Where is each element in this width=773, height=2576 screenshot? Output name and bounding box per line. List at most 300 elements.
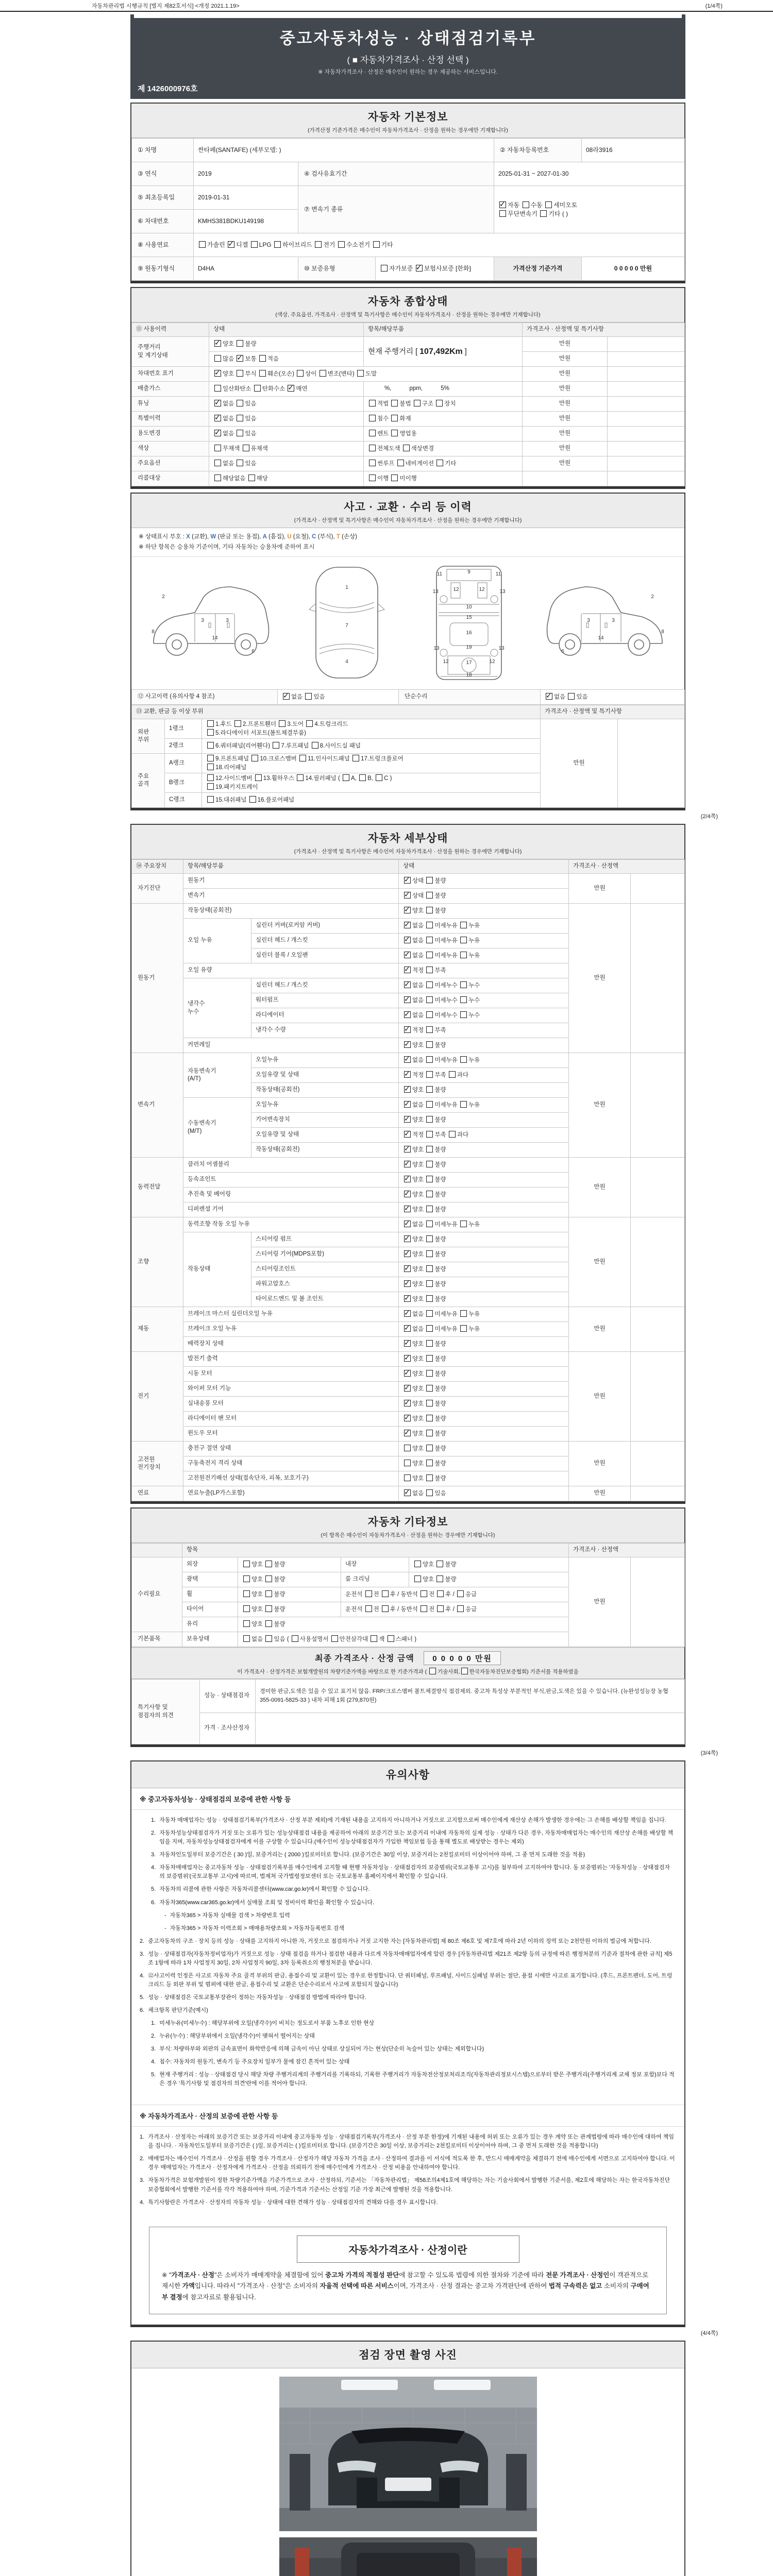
checkbox-icon — [426, 1460, 433, 1466]
row-label: 자기진단 — [132, 874, 183, 904]
section-photos — [130, 2341, 685, 2576]
row-label: 기본품목 — [132, 1632, 182, 1647]
checkbox-checked-icon — [404, 1116, 411, 1123]
checkbox-icon — [249, 796, 256, 803]
amount-cell: 만원 — [569, 1442, 631, 1486]
amount-cell: 만원 — [569, 874, 631, 904]
title-header — [130, 14, 685, 99]
checkbox-checked-icon — [404, 1385, 411, 1392]
value-cell: 6.쿼터패널(리어휀다) 7.루프패널 8.사이드실 패널 — [202, 739, 541, 754]
column-header: 상태 — [399, 860, 569, 874]
checkbox-icon — [436, 400, 443, 406]
part-number: 14 — [212, 635, 218, 641]
notice-item: 2. 누유(누수) : 해당부위에서 오일(냉각수)이 맺혀서 떨어지는 상태 — [151, 2033, 315, 2040]
checkbox-icon — [243, 1590, 250, 1597]
value-cell: 워터펌프 — [251, 993, 399, 1008]
value-cell: ✓ 양호 부식 훼손(오손) 상이 변조(변타) 도말 — [209, 367, 523, 382]
value-cell — [618, 719, 685, 808]
checkbox-icon — [426, 1430, 433, 1436]
checkbox-icon — [426, 1489, 433, 1496]
value-cell: 오일유량 및 상태 — [251, 1128, 399, 1143]
page-meta — [92, 2, 722, 10]
row-label: 차대번호 표기 — [132, 367, 209, 382]
checkbox-icon — [426, 1026, 433, 1033]
value-cell: ✓ 양호 불량 — [399, 1397, 569, 1412]
checkbox-icon — [460, 952, 467, 958]
engine-type-label: ⑨ 원동기형식 — [132, 257, 194, 281]
checkbox-icon — [426, 1280, 433, 1287]
value-cell: ✓ 상태 불량 — [399, 874, 569, 889]
part-number: 12 — [489, 659, 495, 665]
section-accident-history — [130, 493, 685, 810]
value-cell: 배력장치 상태 — [183, 1337, 399, 1352]
part-number: 2 — [651, 594, 654, 600]
value-cell — [631, 904, 685, 1053]
value-cell: 적법 불법 구조 장치 — [364, 397, 523, 412]
value-cell — [608, 352, 685, 367]
row-label: 조향 — [132, 1217, 183, 1307]
checkbox-checked-icon — [404, 1250, 411, 1257]
amount-cell: 만원 — [523, 456, 608, 471]
checkbox-icon — [568, 693, 575, 700]
value-cell: ✓ 없음 미세누유 누유 — [399, 1307, 569, 1322]
notices-band — [131, 1761, 684, 1788]
checkbox-icon — [365, 1605, 372, 1612]
value-cell — [631, 1442, 685, 1486]
value-cell — [631, 1053, 685, 1158]
state-code: A — [262, 534, 267, 540]
value-cell: 디퍼렌셜 기어 — [183, 1202, 399, 1217]
notice-item: 3. 성능 · 상태점검자(자동차정비업자)가 거짓으로 성능 · 상태 점검을 하거나 점검한 내용과 다르게 자동차매매업자에게 알린 경우 [자동차관리법 제21조 제2항 등의 규정에 따른 행정처분의 기준과 절차에 관한 규칙] 제5조 1항에 따라 1차 사업정지 30일, 2차 사업정지 90일, 3차 등록취소의 행정처분을 받습니다. — [140, 1951, 673, 1966]
detail-state-table — [131, 859, 685, 1501]
checkbox-icon — [426, 1221, 433, 1227]
checkbox-icon — [457, 1590, 464, 1597]
checkbox-checked-icon — [404, 1221, 411, 1227]
value-cell: 해당없음 해당 — [209, 471, 364, 486]
value-cell: 스티어링 펌프 — [251, 1232, 399, 1247]
checkbox-icon — [248, 474, 255, 481]
checkbox-icon — [426, 1131, 433, 1138]
checkbox-icon — [426, 1161, 433, 1167]
row-label: 전기 — [132, 1352, 183, 1442]
checkbox-icon — [429, 1668, 436, 1674]
checkbox-checked-icon — [404, 1026, 411, 1033]
state-code: (요철), — [291, 534, 312, 540]
checkbox-icon — [460, 1221, 467, 1227]
checkbox-icon — [449, 1071, 456, 1078]
checkbox-icon — [315, 241, 322, 248]
checkbox-icon — [426, 1250, 433, 1257]
value-cell: 내장 — [341, 1557, 409, 1572]
overall-subtitle: (색상, 주요옵션, 가격조사 · 산정액 및 특기사항은 매수인이 자동차가격조사 · 산정을 원하는 경우에만 기재합니다) — [275, 312, 541, 318]
checkbox-icon — [460, 922, 467, 928]
part-number: 15 — [466, 615, 472, 621]
row-label: 변속기 — [132, 1053, 183, 1158]
value-cell: 없음 있음 — [209, 456, 364, 471]
amount-cell: 만원 — [569, 1486, 631, 1501]
value-cell: 양호 불량 — [409, 1557, 569, 1572]
checkbox-icon — [273, 742, 279, 749]
checkbox-checked-icon — [404, 877, 411, 884]
checkbox-icon — [460, 1101, 467, 1108]
part-number: 8 — [661, 629, 664, 635]
value-cell: C랭크 — [165, 793, 202, 808]
checkbox-icon — [545, 201, 552, 208]
inspection-photo-underbody — [279, 2537, 537, 2576]
checkbox-icon — [343, 774, 349, 781]
notice-item: 2. 자동차성능상태점검자가 거짓 또는 오류가 있는 성능상태점검 내용을 제공하여 아래의 보증기간 또는 보증거리 이내에 자동차의 실제 성능 · 상태가 다른 경우, 자동차매매업자는 매수인의 재산상 손해를 배상할 책임을 지며, 자동차성능상태점검자에게 이를 구상할 수 있습니다.(매수인이 성능상태점검자가 가입한 책임보험 등을 통해 별도로 배상받는 경우는 제외) — [151, 1830, 674, 1845]
remarks-label: 특기사항 및 점검자의 의견 — [132, 1680, 200, 1744]
row-label: 동력전달 — [132, 1158, 183, 1217]
amount-cell: 만원 — [523, 337, 608, 352]
value-cell: 동력조향 작동 오일 누유 — [183, 1217, 399, 1232]
checkbox-checked-icon — [404, 1176, 411, 1182]
detail-title: 자동차 세부상태 — [367, 833, 448, 845]
checkbox-icon — [460, 1310, 467, 1317]
value-cell: 양호 불량 — [399, 1442, 569, 1456]
value-cell: 양호 불량 — [238, 1587, 341, 1602]
value-cell: 커먼레일 — [183, 1038, 399, 1053]
checkbox-icon — [426, 1355, 433, 1362]
checkbox-checked-icon — [404, 967, 411, 973]
section-etc-info — [130, 1507, 685, 1747]
part-number: 1 — [345, 585, 349, 591]
value-cell: ✓ 양호 불량 — [399, 1202, 569, 1217]
value-cell: ✓ 적정 부족 과다 — [399, 1068, 569, 1083]
row-label: 특별이력 — [132, 412, 209, 427]
checkbox-icon — [414, 1561, 421, 1567]
value-cell: ✓ 양호 불량 — [399, 1083, 569, 1098]
value-cell: ✓ 양호 불량 — [399, 1412, 569, 1427]
checkbox-icon — [404, 1445, 411, 1451]
part-number: 18 — [466, 672, 472, 679]
etc-subtitle: (이 항목은 매수인이 자동차가격조사 · 산정을 원하는 경우에만 기재합니다) — [321, 1532, 495, 1539]
state-code: (손상) — [340, 534, 358, 540]
part-number: 7 — [345, 623, 349, 629]
row-label: 외판 부위 — [132, 719, 165, 754]
checkbox-icon — [388, 1635, 394, 1642]
first-reg-label: ⑤ 최초등록일 — [132, 186, 194, 210]
checkbox-icon — [320, 370, 326, 377]
checkbox-icon — [214, 474, 221, 481]
amount-cell: 만원 — [523, 397, 608, 412]
part-number: 8 — [152, 629, 155, 635]
value-cell: 기어변속장치 — [251, 1113, 399, 1128]
base-price-label: 가격산정 기준가격 — [494, 257, 582, 281]
value-cell: 1.후드 2.프론트휀더 3.도어 4.트렁크리드 5.라디에이터 서포트(볼트체결부품) — [202, 719, 541, 739]
transmission-value: ✓자동 수동 세미오토 무단변속기 기타 ( ) — [494, 186, 685, 233]
value-cell: 많음 ✓보통 적음 — [209, 352, 364, 367]
page-marker-4: (4/4쪽) — [700, 2330, 718, 2337]
notice-item: 2. 매매업자는 매수인이 가격조사 · 산정을 원할 경우 가격조사 · 산정자가 해당 자동차 가격을 조사 · 산정하여 결과를 이 서식에 적도록 한 후, 반드시 매매계약을 체결하기 전에 매수인에게 서면으로 고지하여야 합니다. 이 경우 매매업자는 가격조사 · 산정자에게 가격조사 · 산정을 의뢰하기 전에 매수인에게 가격조사 · 산정 비용을 안내하여야 합니다. — [140, 2156, 675, 2171]
value-cell: ✓ 양호 불량 — [399, 1367, 569, 1382]
service-note: ※ 자동차가격조사 · 산정은 매수인이 원하는 경우 제공하는 서비스입니다. — [318, 69, 498, 75]
checkbox-checked-icon — [404, 1415, 411, 1421]
value-cell — [631, 1307, 685, 1352]
final-price-value: 0 0 0 0 0 만원 — [424, 1651, 501, 1665]
page-marker-3: (3/4쪽) — [700, 1750, 718, 1757]
column-header: ⑪ 사용이력 — [132, 323, 209, 337]
notice-item: 4. 자동차매매업자는 중고자동차 성능 · 상태점검기록부를 매수인에게 고지할 때 현행 자동차성능 · 상태점검자의 보증범위(국토교통부 고시)를 첨부하여 고지하여야 합니다. 동 보증범위는 '자동차성능 · 상태점검자의 보증범위'(국토교통부 고시)에 따르며, 법제처 국가법령정보센터 또는 국토교통부 홈페이지에서 확인할 수 있습니다. — [151, 1865, 670, 1880]
value-cell: 작동상태(공회전) — [183, 904, 399, 919]
part-number: 13 — [432, 589, 439, 595]
value-cell: 클러치 어셈블리 — [183, 1158, 399, 1173]
column-header — [132, 1544, 182, 1557]
checkbox-icon — [426, 877, 433, 884]
checkbox-icon — [279, 720, 285, 727]
amount-cell: 만원 — [523, 367, 608, 382]
checkbox-checked-icon — [404, 922, 411, 928]
amount-cell: 만원 — [569, 1217, 631, 1307]
part-number: 6 — [561, 649, 564, 655]
checkbox-checked-icon — [214, 415, 221, 421]
checkbox-icon — [297, 774, 304, 781]
checkbox-icon — [403, 445, 410, 451]
checkbox-icon — [426, 1011, 433, 1018]
checkbox-icon — [214, 385, 221, 392]
accident-history-label: ⑫ 사고이력 (유의사항 4 참조) — [132, 690, 278, 705]
value-cell — [608, 382, 685, 397]
checkbox-icon — [234, 720, 241, 727]
value-cell: ✓ 양호 불량 — [399, 1337, 569, 1352]
value-cell: 구동축전지 격리 상태 — [183, 1456, 399, 1471]
checkbox-icon — [369, 460, 376, 466]
value-cell: 썬루프 네비게이션 기타 — [364, 456, 523, 471]
page-marker-2: (2/4쪽) — [700, 814, 718, 820]
value-cell — [631, 1557, 685, 1647]
notice-list-b — [131, 2127, 684, 2218]
value-cell: A랭크 — [165, 754, 202, 773]
checkbox-checked-icon — [404, 1011, 411, 1018]
checkbox-icon — [331, 1635, 338, 1642]
checkbox-checked-icon — [404, 1101, 411, 1108]
value-cell: ✓ 양호 불량 — [399, 1427, 569, 1442]
value-cell: ✓ 양호 불량 — [399, 1038, 569, 1053]
part-number: 19 — [466, 645, 472, 651]
value-cell: ✓양호 불량 — [209, 337, 364, 352]
overall-title: 자동차 종합상태 — [367, 296, 448, 308]
notice-item: 3. 자동차인도일부터 보증기간은 ( 30 )일, 보증거리는 ( 2000 )킬로미터로 합니다. (보증기간은 30일 이상, 보증거리는 2천킬로미터 이상이어야 하며, 그 중 먼저 도래한 것을 적용) — [151, 1852, 585, 1858]
state-code: (흠집), — [266, 534, 288, 540]
value-cell — [631, 1486, 685, 1501]
value-cell: ✓ 양호 불량 — [399, 1232, 569, 1247]
amount-cell: 만원 — [569, 1352, 631, 1442]
checkbox-icon — [449, 1131, 456, 1138]
checkbox-checked-icon — [416, 265, 423, 272]
accident-history-value: ✓ 없음 있음 — [278, 690, 399, 705]
value-cell — [631, 874, 685, 904]
checkbox-icon — [499, 210, 506, 217]
state-code: (교환), — [190, 534, 211, 540]
checkbox-icon — [460, 981, 467, 988]
column-header: 가격조사 · 산정액 — [569, 1544, 685, 1557]
checkbox-icon — [426, 937, 433, 943]
checkbox-icon — [426, 1265, 433, 1272]
value-cell: 변속기 — [183, 889, 399, 904]
value-cell: 일산화탄소 탄화수소 ✓매연 — [209, 382, 364, 397]
value-cell: 작동상태 — [183, 1232, 251, 1307]
part-number: 3 — [612, 618, 615, 624]
state-code-legend — [131, 528, 684, 557]
checkbox-checked-icon — [404, 1235, 411, 1242]
checkbox-icon — [352, 755, 359, 761]
transmission-label: ⑦ 변속기 종류 — [298, 186, 494, 233]
inspection-photo-front — [279, 2377, 537, 2531]
column-header: ⑭ 주요장치 — [132, 860, 183, 874]
state-code: X — [186, 534, 190, 540]
column-header: 상태 — [209, 323, 364, 337]
header-stripe — [134, 14, 682, 18]
checkbox-icon — [207, 720, 214, 727]
checkbox-icon — [237, 460, 243, 466]
photos-title: 점검 장면 촬영 사진 — [359, 2349, 457, 2362]
value-cell: 15.대쉬패널 16.플로어패널 — [202, 793, 541, 808]
checkbox-icon — [391, 400, 398, 406]
amount-cell: 만원 — [569, 1158, 631, 1217]
checkbox-icon — [255, 774, 262, 781]
car-diagram-underbody — [417, 562, 520, 683]
value-cell: %, ppm, 5% — [364, 382, 523, 397]
checkbox-checked-icon — [228, 241, 234, 248]
state-code: U — [287, 534, 292, 540]
checkbox-icon — [207, 742, 214, 749]
checkbox-icon — [523, 201, 529, 208]
value-cell: 실내송풍 모터 — [183, 1397, 399, 1412]
overall-state-table — [131, 323, 685, 486]
final-price-band — [131, 1647, 684, 1679]
top-divider — [0, 11, 773, 12]
checkbox-icon — [359, 774, 366, 781]
amount-cell: 만원 — [523, 412, 608, 427]
value-cell: ✓ 양호 불량 — [399, 904, 569, 919]
amount-cell: 만원 — [569, 1053, 631, 1158]
row-label: 수리필요 — [132, 1557, 182, 1632]
part-number: 13 — [498, 646, 505, 652]
checkbox-checked-icon — [404, 1071, 411, 1078]
checkbox-icon — [426, 1475, 433, 1481]
value-cell — [608, 337, 685, 352]
value-cell: ✓ 양호 불량 — [399, 1277, 569, 1292]
accident-title: 사고 · 교환 · 수리 등 이력 — [344, 501, 472, 513]
checkbox-icon — [426, 1176, 433, 1182]
checkbox-icon — [426, 1101, 433, 1108]
row-label: 고전원 전기장치 — [132, 1442, 183, 1486]
value-cell: 타이로드엔드 및 볼 조인트 — [251, 1292, 399, 1307]
row-label: 연료 — [132, 1486, 183, 1501]
part-number: 16 — [466, 630, 472, 636]
checkbox-icon — [299, 755, 306, 761]
checkbox-checked-icon — [288, 385, 294, 392]
value-cell: 스티어링조인트 — [251, 1262, 399, 1277]
value-cell: ✓ 양호 불량 — [399, 1262, 569, 1277]
checkbox-icon — [243, 1561, 250, 1567]
value-cell: ✓ 없음 미세누수 누수 — [399, 978, 569, 993]
row-label: 주요 골격 — [132, 754, 165, 808]
appraisal-box-title: 자동차가격조사 · 산정이란 — [297, 2235, 519, 2263]
checkbox-icon — [292, 1635, 298, 1642]
amount-cell: 만원 — [523, 352, 608, 367]
checkbox-checked-icon — [404, 1265, 411, 1272]
checkbox-checked-icon — [404, 1430, 411, 1436]
value-cell: 없음 있음 ( 사용설명서 안전삼각대 잭 스패너 ) — [238, 1632, 569, 1647]
car-diagram — [131, 557, 684, 689]
checkbox-icon — [461, 1668, 468, 1674]
checkbox-icon — [457, 1605, 464, 1612]
value-cell: 타이어 — [182, 1602, 238, 1617]
checkbox-checked-icon — [499, 201, 506, 208]
checkbox-icon — [306, 720, 313, 727]
checkbox-icon — [243, 1635, 250, 1642]
amount-cell: 만원 — [569, 1307, 631, 1352]
checkbox-checked-icon — [404, 1310, 411, 1317]
value-cell: 외장 — [182, 1557, 238, 1572]
checkbox-icon — [426, 907, 433, 913]
checkbox-icon — [404, 1475, 411, 1481]
checkbox-checked-icon — [214, 370, 221, 377]
value-cell — [608, 442, 685, 456]
checkbox-checked-icon — [404, 1206, 411, 1212]
column-header: ⑬ 교환, 판금 등 이상 부위 — [132, 705, 541, 719]
value-cell: ✓ 양호 불량 — [399, 1158, 569, 1173]
value-cell — [608, 397, 685, 412]
checkbox-icon — [207, 729, 214, 736]
checkbox-icon — [207, 796, 214, 803]
value-cell: ✓ 없음 있음 — [209, 397, 364, 412]
etc-info-table — [131, 1543, 685, 1647]
row-label: 원동기 — [132, 904, 183, 1053]
checkbox-icon — [436, 460, 443, 466]
checkbox-icon — [365, 1590, 372, 1597]
checkbox-checked-icon — [404, 1325, 411, 1332]
row-label: 튜닝 — [132, 397, 209, 412]
checkbox-icon — [391, 474, 398, 481]
checkbox-icon — [382, 1605, 389, 1612]
form-rule-text: 자동차관리법 시행규칙 [별지 제82호서식] <개정 2021.1.19> — [92, 3, 240, 9]
accident-check-table — [131, 689, 685, 705]
checkbox-checked-icon — [546, 693, 552, 700]
amount-cell: 만원 — [523, 442, 608, 456]
checkbox-icon — [460, 1056, 467, 1063]
checkbox-icon — [259, 355, 266, 362]
value-cell: ✓ 없음 있음 — [209, 412, 364, 427]
row-label: 주요옵션 — [132, 456, 209, 471]
value-cell: ✓ 없음 있음 — [399, 1486, 569, 1501]
column-header: 가격조사 · 산정액 및 특기사항 — [523, 323, 685, 337]
checkbox-checked-icon — [214, 340, 221, 347]
checkbox-icon — [426, 1146, 433, 1153]
checkbox-icon — [254, 385, 261, 392]
state-code: (부식), — [316, 534, 337, 540]
checkbox-checked-icon — [283, 693, 290, 700]
section-notices — [130, 1760, 685, 2327]
value-cell: 양호 불량 — [238, 1572, 341, 1587]
value-cell: 자동변속기 (A/T) — [183, 1053, 251, 1098]
checkbox-checked-icon — [404, 1086, 411, 1093]
notice-item: 4. 침수: 자동차의 원동기, 변속기 등 주요장치 일부가 물에 잠긴 흔적이 있는 상태 — [151, 2059, 350, 2065]
value-cell: 라디에이터 팬 모터 — [183, 1412, 399, 1427]
checkbox-checked-icon — [404, 952, 411, 958]
state-code: T — [336, 534, 340, 540]
simple-repair-value: ✓ 없음 있음 — [541, 690, 685, 705]
value-cell: 라디에이터 — [251, 1008, 399, 1023]
checkbox-checked-icon — [404, 1340, 411, 1347]
checkbox-icon — [376, 774, 382, 781]
value-cell: 양호 불량 — [238, 1602, 341, 1617]
inspector-label: 성능 · 상태점검자 — [200, 1680, 256, 1713]
value-cell: 추진축 및 베어링 — [183, 1188, 399, 1202]
notice-item: - 자동차365 > 자동차 이력조회 > 매매용차량조회 > 자동차등록번호 검색 — [164, 1925, 345, 1931]
part-number: 11 — [495, 571, 501, 578]
